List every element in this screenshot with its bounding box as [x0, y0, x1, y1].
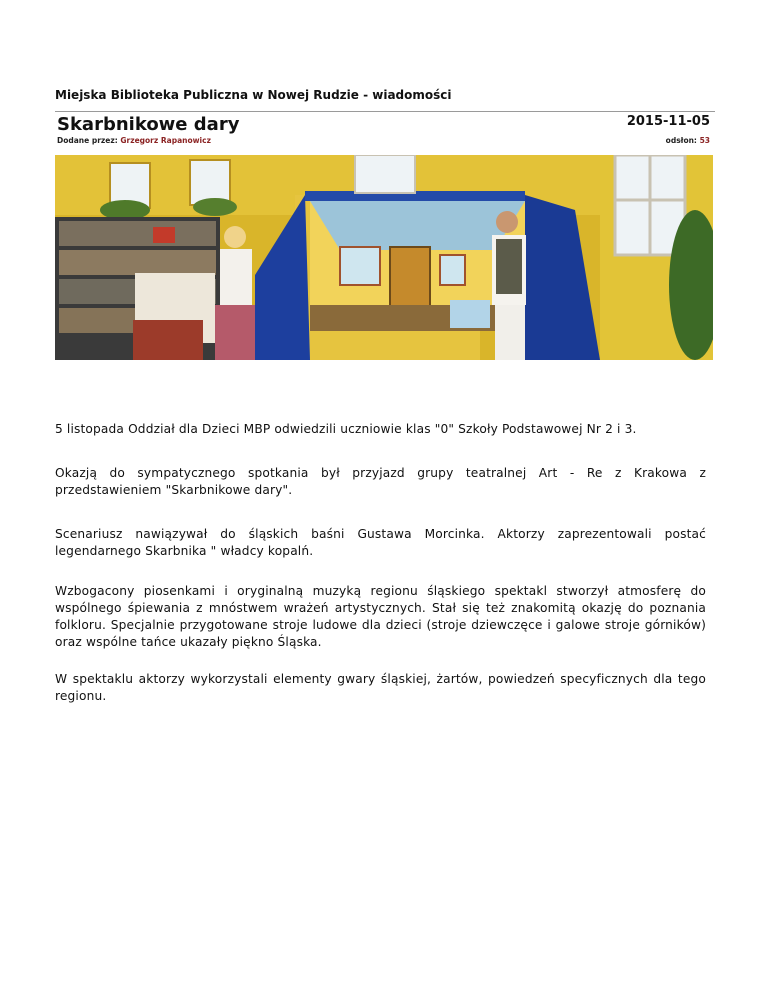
author-label: Dodane przez: [57, 136, 118, 145]
article-paragraph-3: Scenariusz nawiązywał do śląskich baśni Gustawa Morcinka. Aktorzy zaprezentowali postać legendarnego Skarbnika " władcy kopalń. [55, 527, 706, 558]
article-date: 2015-11-05 [626, 114, 710, 129]
article-paragraph-5: W spektaklu aktorzy wykorzystali elementy gwary śląskiej, żartów, powiedzeń specyficznych dla tego regionu. [55, 672, 706, 703]
article-paragraph-4: Wzbogacony piosenkami i oryginalną muzyką regionu śląskiego spektakl stworzył atmosferę do wspólnego śpiewania z mnóstwem wrażeń artystycznych. Stał się też znakomitą okazję do poznania folkloru. Specjalnie przygotowane stroje ludowe dla dzieci (stroje dziewczęce i galowe stroje górników) oraz wspólne tańce ukazały piękno Śląska. [55, 584, 706, 649]
article-photo [55, 155, 713, 360]
article-paragraph-2: Okazją do sympatycznego spotkania był przyjazd grupy teatralnej Art - Re z Krakowa z przedstawieniem "Skarbnikowe dary". [55, 466, 706, 497]
views-line [666, 136, 710, 145]
views-label: odsłon: [665, 136, 697, 145]
author-name-link[interactable]: Grzegorz Rapanowicz [120, 136, 211, 145]
views-count: 53 [699, 136, 710, 145]
site-title: Miejska Biblioteka Publiczna w Nowej Rudzie - wiadomości [55, 88, 452, 102]
article-paragraph-1: 5 listopada Oddział dla Dzieci MBP odwiedzili uczniowie klas "0" Szkoły Podstawowej Nr 2 i 3. [55, 422, 637, 436]
author-line [57, 136, 211, 145]
article-title: Skarbnikowe dary [57, 114, 240, 135]
header-divider [55, 111, 715, 112]
